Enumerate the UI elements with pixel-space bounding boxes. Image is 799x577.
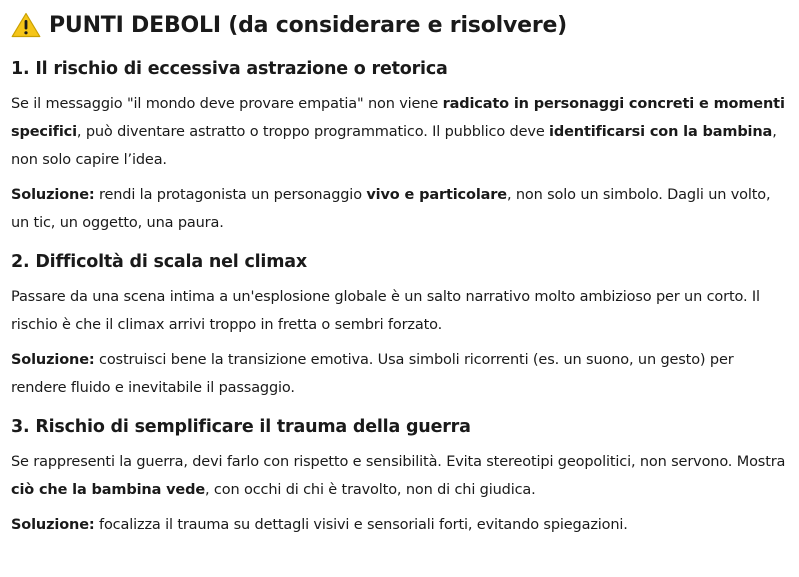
bold-text: ciò che la bambina vede xyxy=(11,482,206,498)
section-heading: 1. Il rischio di eccessiva astrazione o retorica xyxy=(11,59,448,79)
text-run: Se il messaggio "il mondo deve provare empatia" non viene xyxy=(11,96,443,112)
bold-text: radicato in personaggi concreti e momenti specifici xyxy=(11,96,785,140)
solution-label: Soluzione: xyxy=(11,187,95,203)
section-3 xyxy=(11,414,787,539)
text-run: , con occhi di chi è travolto, non di chi giudica. xyxy=(205,482,536,498)
text-run: focalizza il trauma su dettagli visivi e sensoriali forti, evitando spiegazioni. xyxy=(94,517,628,533)
text-run: Se rappresenti la guerra, devi farlo con rispetto e sensibilità. Evita stereotipi geopolitici, non servono. Mostra xyxy=(11,454,786,470)
solution-label: Soluzione: xyxy=(11,517,95,533)
solution-label: Soluzione: xyxy=(11,352,95,368)
bold-text: identificarsi con la bambina xyxy=(549,124,773,140)
solution-paragraph xyxy=(11,511,787,539)
text-run: rendi la protagonista un personaggio xyxy=(94,187,367,203)
solution-paragraph xyxy=(11,346,787,402)
section-paragraph: Passare da una scena intima a un'esplosione globale è un salto narrativo molto ambizioso per un corto. Il rischio è che il climax arrivi troppo in fretta o sembri forzato. xyxy=(11,289,760,333)
warning-icon xyxy=(11,12,41,38)
section-heading: 2. Difficoltà di scala nel climax xyxy=(11,252,307,272)
solution-paragraph xyxy=(11,181,787,237)
section-paragraph xyxy=(11,448,787,504)
bold-text: vivo e particolare xyxy=(366,187,507,203)
text-run: , può diventare astratto o troppo programmatico. Il pubblico deve xyxy=(76,124,550,140)
section-2 xyxy=(11,249,787,402)
page-title-text: PUNTI DEBOLI (da considerare e risolvere) xyxy=(49,12,568,38)
text-run: costruisci bene la transizione emotiva. Usa simboli ricorrenti (es. un suono, un gesto) per rendere fluido e inevitabile il passaggio. xyxy=(11,352,734,396)
section-heading: 3. Rischio di semplificare il trauma della guerra xyxy=(11,417,471,437)
section-1 xyxy=(11,56,787,237)
section-paragraph xyxy=(11,90,787,174)
page-title xyxy=(11,8,787,42)
text-run: , non solo un simbolo. Dagli un volto, un tic, un oggetto, una paura. xyxy=(11,187,771,231)
text-run: , non solo capire l’idea. xyxy=(11,124,777,168)
